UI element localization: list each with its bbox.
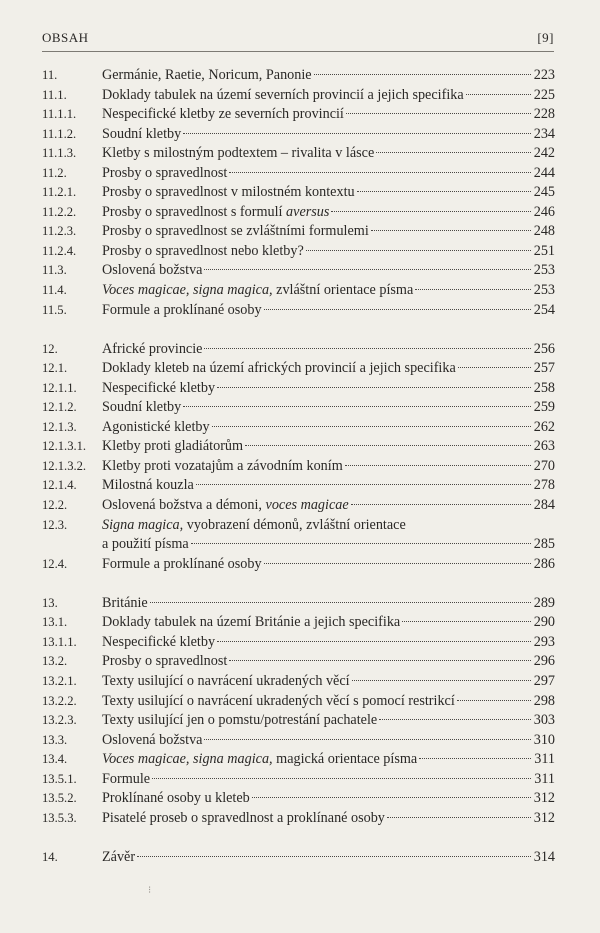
toc-entry-page: 303 bbox=[533, 712, 555, 729]
title-italic-part: Voces magicae, signa magica, bbox=[102, 751, 273, 768]
toc-entry-page: 284 bbox=[533, 497, 555, 514]
dot-leader bbox=[264, 563, 531, 564]
toc-entry-page: 312 bbox=[533, 790, 555, 807]
dot-leader bbox=[458, 367, 531, 368]
toc-entry-number: 14. bbox=[42, 849, 58, 864]
dot-leader bbox=[376, 152, 531, 153]
section-gap bbox=[42, 574, 555, 594]
toc-entry-number: 13.1. bbox=[42, 615, 68, 630]
section-gap bbox=[42, 828, 555, 848]
toc-entry[interactable] bbox=[42, 105, 555, 125]
toc-entry-title-text bbox=[102, 731, 202, 751]
toc-entry-title-text bbox=[102, 105, 344, 125]
dot-leader bbox=[137, 856, 531, 857]
toc-entry-title bbox=[102, 692, 533, 712]
toc-entry-number: 11.1.3. bbox=[42, 146, 77, 161]
title-part: Prosby o spravedlnost v milostném kontextu bbox=[102, 184, 355, 201]
toc-entry-title bbox=[102, 203, 533, 223]
toc-entry[interactable] bbox=[42, 711, 555, 731]
toc-entry[interactable] bbox=[42, 457, 555, 477]
toc-entry-title bbox=[102, 164, 533, 184]
toc-entry-title bbox=[102, 359, 533, 379]
toc-entry[interactable] bbox=[42, 242, 555, 262]
toc-entry-number: 12.1.3. bbox=[42, 419, 77, 434]
toc-entry-number: 13.2. bbox=[42, 654, 68, 669]
toc-entry[interactable] bbox=[42, 418, 555, 438]
title-part: Británie bbox=[102, 594, 148, 611]
dot-leader bbox=[457, 700, 531, 701]
title-part: Kletby proti gladiátorům bbox=[102, 438, 244, 455]
toc-entry-page: 286 bbox=[533, 555, 555, 572]
toc-entry-number: 12.1.1. bbox=[42, 380, 77, 395]
title-part: Doklady tabulek na území severních provincií a jejich specifika bbox=[102, 86, 464, 103]
dot-leader bbox=[204, 348, 531, 349]
toc-entry-title-text bbox=[102, 359, 456, 379]
dot-leader bbox=[352, 680, 531, 681]
dot-leader bbox=[204, 739, 531, 740]
dot-leader bbox=[306, 250, 531, 251]
section-title: OBSAH bbox=[42, 30, 89, 45]
toc-entry-title-text bbox=[102, 398, 181, 418]
toc-entry-number: 13.5.1. bbox=[42, 771, 77, 786]
toc-entry-number: 11.5. bbox=[42, 302, 67, 317]
toc-entry-page: 244 bbox=[533, 164, 555, 181]
toc-entry-title bbox=[102, 770, 533, 790]
toc-entry-page: 296 bbox=[533, 653, 555, 670]
toc-entry-title bbox=[102, 340, 533, 360]
toc-entry-number: 11.2.3. bbox=[42, 224, 77, 239]
toc-entry-page: 228 bbox=[533, 106, 555, 123]
toc-entry[interactable] bbox=[42, 633, 555, 653]
title-part: zvláštní orientace písma bbox=[272, 282, 414, 299]
toc-entry-title bbox=[102, 594, 533, 614]
toc-entry-title-text bbox=[102, 613, 400, 633]
toc-entry-title bbox=[102, 731, 533, 751]
title-italic-part: Signa magica, bbox=[102, 516, 184, 533]
toc-entry[interactable] bbox=[42, 750, 555, 770]
dot-leader bbox=[264, 309, 531, 310]
toc-entry-number: 13.5.3. bbox=[42, 810, 77, 825]
toc-entry-number: 12.1.3.2. bbox=[42, 458, 87, 473]
toc-entry-title bbox=[102, 516, 533, 536]
dot-leader bbox=[212, 426, 531, 427]
toc-entry[interactable] bbox=[42, 672, 555, 692]
toc-entry-title-text bbox=[102, 457, 343, 477]
toc-entry-page: 285 bbox=[533, 536, 555, 553]
title-italic-part: aversus bbox=[286, 203, 330, 220]
toc-entry[interactable] bbox=[42, 692, 555, 712]
dot-leader bbox=[351, 504, 531, 505]
toc-entry-title-text bbox=[102, 379, 215, 399]
toc-entry-title-text bbox=[102, 692, 455, 712]
title-part: Agonistické kletby bbox=[102, 418, 210, 435]
toc-entry-number: 13.4. bbox=[42, 752, 68, 767]
table-of-contents bbox=[42, 66, 555, 867]
toc-entry[interactable] bbox=[42, 613, 555, 633]
toc-entry-title bbox=[102, 66, 533, 86]
title-part: magická orientace písma bbox=[272, 751, 418, 768]
toc-entry-page: 234 bbox=[533, 125, 555, 142]
dot-leader bbox=[204, 269, 531, 270]
toc-entry-page: 248 bbox=[533, 223, 555, 240]
title-part: Doklady kleteb na území afrických provincií a jejich specifika bbox=[102, 360, 456, 377]
toc-section-14 bbox=[42, 848, 555, 868]
toc-entry-title bbox=[102, 86, 533, 106]
toc-entry-title bbox=[102, 848, 533, 868]
toc-entry[interactable] bbox=[42, 203, 555, 223]
title-part: Pisatelé proseb o spravedlnost a proklínané osoby bbox=[102, 809, 385, 826]
toc-entry[interactable] bbox=[42, 535, 555, 555]
toc-entry-number: 13.1.1. bbox=[42, 634, 77, 649]
toc-entry-title-text bbox=[102, 242, 304, 262]
toc-entry[interactable] bbox=[42, 731, 555, 751]
toc-entry-page: 242 bbox=[533, 145, 555, 162]
toc-entry-title-text bbox=[102, 535, 189, 555]
toc-entry-title bbox=[102, 437, 533, 457]
dot-leader bbox=[150, 602, 531, 603]
toc-entry-title-text bbox=[102, 848, 135, 868]
toc-entry-page: 257 bbox=[533, 360, 555, 377]
toc-entry[interactable] bbox=[42, 379, 555, 399]
title-part: a použití písma bbox=[102, 536, 189, 553]
title-part: Africké provincie bbox=[102, 340, 203, 357]
toc-entry-page: 278 bbox=[533, 477, 555, 494]
title-part: Prosby o spravedlnost s formulí bbox=[102, 203, 287, 220]
title-italic-part: voces magicae bbox=[265, 497, 349, 514]
title-italic-part: Voces magicae, signa magica, bbox=[102, 282, 273, 299]
toc-entry-title-text bbox=[102, 516, 406, 536]
toc-entry-number: 11.4. bbox=[42, 283, 67, 298]
title-part: Prosby o spravedlnost bbox=[102, 653, 228, 670]
dot-leader bbox=[379, 719, 531, 720]
running-head bbox=[42, 30, 554, 46]
dot-leader bbox=[466, 94, 531, 95]
toc-entry-number: 13. bbox=[42, 595, 58, 610]
toc-entry-title bbox=[102, 652, 533, 672]
toc-entry-title bbox=[102, 535, 533, 555]
toc-entry-number: 13.3. bbox=[42, 732, 68, 747]
title-part: Formule a proklínané osoby bbox=[102, 301, 262, 318]
toc-section-12 bbox=[42, 340, 555, 575]
toc-entry-number: 12.3. bbox=[42, 517, 68, 532]
toc-entry-page: 298 bbox=[533, 692, 555, 709]
toc-entry[interactable] bbox=[42, 125, 555, 145]
toc-entry[interactable] bbox=[42, 789, 555, 809]
toc-entry-number: 11.2. bbox=[42, 165, 67, 180]
toc-entry-title bbox=[102, 242, 533, 262]
toc-entry[interactable] bbox=[42, 848, 555, 868]
toc-entry-number: 11.1.2. bbox=[42, 126, 77, 141]
dot-leader bbox=[331, 211, 531, 212]
toc-entry[interactable] bbox=[42, 222, 555, 242]
toc-entry-number: 11.2.2. bbox=[42, 204, 77, 219]
toc-entry-title-text bbox=[102, 222, 369, 242]
toc-entry-page: 293 bbox=[533, 633, 555, 650]
toc-entry[interactable] bbox=[42, 86, 555, 106]
dot-leader bbox=[229, 660, 531, 661]
toc-entry-number: 11. bbox=[42, 68, 58, 82]
toc-entry-title-text bbox=[102, 476, 194, 496]
dot-leader bbox=[252, 797, 531, 798]
toc-entry-title bbox=[102, 379, 533, 399]
toc-entry[interactable] bbox=[42, 183, 555, 203]
dot-leader bbox=[217, 387, 531, 388]
title-part: Nespecifické kletby bbox=[102, 633, 216, 650]
dot-leader bbox=[402, 621, 531, 622]
toc-entry-title-text bbox=[102, 340, 202, 360]
dot-leader bbox=[183, 406, 531, 407]
toc-entry-title bbox=[102, 398, 533, 418]
toc-entry-title-text bbox=[102, 86, 464, 106]
header-rule bbox=[42, 51, 554, 52]
toc-entry-title-text bbox=[102, 594, 148, 614]
title-part: Kletby s milostným podtextem – rivalita v lásce bbox=[102, 145, 375, 162]
toc-entry-title-text bbox=[102, 437, 243, 457]
toc-entry-title-text bbox=[102, 555, 262, 575]
toc-entry-number: 12.1.3.1. bbox=[42, 439, 87, 454]
toc-entry-title-text bbox=[102, 301, 262, 321]
toc-entry-number: 13.2.1. bbox=[42, 673, 77, 688]
toc-entry-page: 290 bbox=[533, 614, 555, 631]
toc-entry-title bbox=[102, 789, 533, 809]
toc-entry-title bbox=[102, 281, 533, 301]
title-part: Proklínané osoby u kleteb bbox=[102, 790, 250, 807]
toc-entry-title bbox=[102, 476, 533, 496]
toc-entry-page: 245 bbox=[533, 184, 555, 201]
toc-entry-title bbox=[102, 555, 533, 575]
toc-entry-title-text bbox=[102, 164, 227, 184]
toc-entry[interactable] bbox=[42, 652, 555, 672]
toc-entry[interactable] bbox=[42, 398, 555, 418]
dot-leader bbox=[196, 484, 531, 485]
toc-entry[interactable] bbox=[42, 516, 555, 536]
toc-entry-title bbox=[102, 125, 533, 145]
toc-entry-number: 12.1. bbox=[42, 361, 68, 376]
toc-entry-title-text bbox=[102, 652, 227, 672]
toc-entry-page: 310 bbox=[533, 731, 555, 748]
toc-entry-page: 251 bbox=[533, 242, 555, 259]
toc-entry-title bbox=[102, 183, 533, 203]
title-part: Oslovená božstva a démoni, bbox=[102, 497, 266, 514]
print-smudge: ⁝ bbox=[148, 885, 152, 896]
toc-entry-number: 12. bbox=[42, 341, 58, 356]
toc-entry[interactable] bbox=[42, 437, 555, 457]
toc-entry[interactable] bbox=[42, 770, 555, 790]
toc-entry-page: 297 bbox=[533, 672, 555, 689]
toc-entry-title bbox=[102, 457, 533, 477]
toc-entry-title-text bbox=[102, 672, 350, 692]
dot-leader bbox=[357, 191, 531, 192]
toc-entry-title-text bbox=[102, 711, 377, 731]
toc-entry-page: 254 bbox=[533, 301, 555, 318]
toc-entry-page: 263 bbox=[533, 438, 555, 455]
toc-entry-title-text bbox=[102, 281, 413, 301]
title-part: Soudní kletby bbox=[102, 399, 182, 416]
toc-entry-number: 13.5.2. bbox=[42, 791, 77, 806]
toc-entry-page: 256 bbox=[533, 340, 555, 357]
page-number: [9] bbox=[537, 30, 554, 45]
toc-entry-title-text bbox=[102, 633, 215, 653]
section-gap bbox=[42, 320, 555, 340]
toc-entry-title-text bbox=[102, 144, 374, 164]
toc-entry-number: 11.3. bbox=[42, 263, 67, 278]
toc-entry-title-text bbox=[102, 261, 202, 281]
toc-entry-page: 246 bbox=[533, 203, 555, 220]
toc-entry-number: 12.1.4. bbox=[42, 478, 77, 493]
title-part: Germánie, Raetie, Noricum, Panonie bbox=[102, 67, 312, 83]
toc-entry-title bbox=[102, 418, 533, 438]
toc-entry-title-text bbox=[102, 203, 329, 223]
toc-entry-page: 258 bbox=[533, 379, 555, 396]
toc-entry[interactable] bbox=[42, 164, 555, 184]
toc-entry-title-text bbox=[102, 789, 250, 809]
toc-entry[interactable] bbox=[42, 144, 555, 164]
title-part: Texty usilující o navrácení ukradených věcí bbox=[102, 672, 350, 689]
toc-section-11 bbox=[42, 66, 555, 320]
toc-entry-title bbox=[102, 613, 533, 633]
toc-entry-page: 253 bbox=[533, 282, 555, 299]
toc-entry-number: 11.1.1. bbox=[42, 107, 77, 122]
toc-entry-title-text bbox=[102, 496, 349, 516]
title-part: Milostná kouzla bbox=[102, 477, 194, 494]
toc-entry-title bbox=[102, 105, 533, 125]
toc-entry[interactable] bbox=[42, 496, 555, 516]
title-part: Doklady tabulek na území Británie a jejich specifika bbox=[102, 614, 401, 631]
title-part: Nespecifické kletby bbox=[102, 379, 216, 396]
toc-entry-title-text bbox=[102, 809, 385, 829]
toc-entry-page: 311 bbox=[534, 751, 555, 768]
toc-entry-number: 11.1. bbox=[42, 87, 67, 102]
toc-entry-number: 11.2.1. bbox=[42, 185, 77, 200]
title-part: Formule a proklínané osoby bbox=[102, 555, 262, 572]
toc-entry-number: 12.4. bbox=[42, 556, 68, 571]
toc-entry[interactable] bbox=[42, 66, 555, 86]
toc-entry-number: 11.2.4. bbox=[42, 243, 77, 258]
toc-entry-title bbox=[102, 711, 533, 731]
toc-section-13 bbox=[42, 594, 555, 829]
title-part: Formule bbox=[102, 770, 151, 787]
toc-entry-page: 312 bbox=[533, 809, 555, 826]
toc-entry-page: 223 bbox=[533, 67, 555, 83]
title-part: Prosby o spravedlnost se zvláštními formulemi bbox=[102, 223, 369, 240]
toc-entry-number: 13.2.3. bbox=[42, 713, 77, 728]
title-part: vyobrazení démonů, zvláštní orientace bbox=[183, 516, 406, 533]
toc-entry-title-text bbox=[102, 183, 355, 203]
toc-entry-page: 314 bbox=[533, 848, 555, 865]
toc-entry-page: 270 bbox=[533, 457, 555, 474]
dot-leader bbox=[346, 113, 531, 114]
toc-entry-title-text bbox=[102, 750, 417, 770]
toc-entry-number: 13.2.2. bbox=[42, 693, 77, 708]
toc-entry-title bbox=[102, 809, 533, 829]
dot-leader bbox=[191, 543, 531, 544]
toc-entry-title bbox=[102, 750, 533, 770]
toc-entry[interactable] bbox=[42, 301, 555, 321]
dot-leader bbox=[183, 133, 531, 134]
dot-leader bbox=[152, 778, 531, 779]
toc-entry[interactable] bbox=[42, 261, 555, 281]
toc-entry[interactable] bbox=[42, 555, 555, 575]
toc-entry-title bbox=[102, 261, 533, 281]
toc-entry-page: 311 bbox=[534, 770, 555, 787]
toc-entry-title bbox=[102, 222, 533, 242]
dot-leader bbox=[415, 289, 531, 290]
toc-entry[interactable] bbox=[42, 594, 555, 614]
title-part: Oslovená božstva bbox=[102, 262, 203, 279]
toc-entry-page: 253 bbox=[533, 262, 555, 279]
toc-entry-title-text bbox=[102, 418, 210, 438]
title-part: Soudní kletby bbox=[102, 125, 182, 142]
toc-entry[interactable] bbox=[42, 809, 555, 829]
title-part: Prosby o spravedlnost bbox=[102, 164, 228, 181]
title-part: Prosby o spravedlnost nebo kletby? bbox=[102, 242, 304, 259]
toc-entry-title-text bbox=[102, 770, 150, 790]
title-part: Texty usilující o navrácení ukradených věcí s pomocí restrikcí bbox=[102, 692, 455, 709]
toc-entry[interactable] bbox=[42, 340, 555, 360]
toc-entry-title-text bbox=[102, 66, 312, 86]
dot-leader bbox=[387, 817, 531, 818]
dot-leader bbox=[314, 74, 531, 75]
dot-leader bbox=[371, 230, 531, 231]
toc-entry-number: 12.1.2. bbox=[42, 400, 77, 415]
toc-entry-title bbox=[102, 301, 533, 321]
dot-leader bbox=[217, 641, 531, 642]
toc-entry-title bbox=[102, 672, 533, 692]
title-part: Kletby proti vozatajům a závodním koním bbox=[102, 457, 343, 474]
toc-entry-page: 259 bbox=[533, 399, 555, 416]
toc-entry-page: 262 bbox=[533, 418, 555, 435]
toc-entry-number: 12.2. bbox=[42, 498, 68, 513]
toc-entry-title bbox=[102, 496, 533, 516]
title-part: Oslovená božstva bbox=[102, 731, 203, 748]
dot-leader bbox=[245, 445, 531, 446]
title-part: Závěr bbox=[102, 848, 136, 865]
toc-entry[interactable] bbox=[42, 281, 555, 301]
dot-leader bbox=[229, 172, 531, 173]
dot-leader bbox=[345, 465, 531, 466]
toc-entry[interactable] bbox=[42, 359, 555, 379]
dot-leader bbox=[419, 758, 531, 759]
toc-entry-page: 289 bbox=[533, 594, 555, 611]
toc-entry-title bbox=[102, 633, 533, 653]
toc-entry-page: 225 bbox=[533, 86, 555, 103]
toc-entry[interactable] bbox=[42, 476, 555, 496]
title-part: Texty usilující jen o pomstu/potrestání pachatele bbox=[102, 712, 378, 729]
toc-entry-title-text bbox=[102, 125, 181, 145]
title-part: Nespecifické kletby ze severních provincií bbox=[102, 106, 344, 123]
toc-entry-title bbox=[102, 144, 533, 164]
